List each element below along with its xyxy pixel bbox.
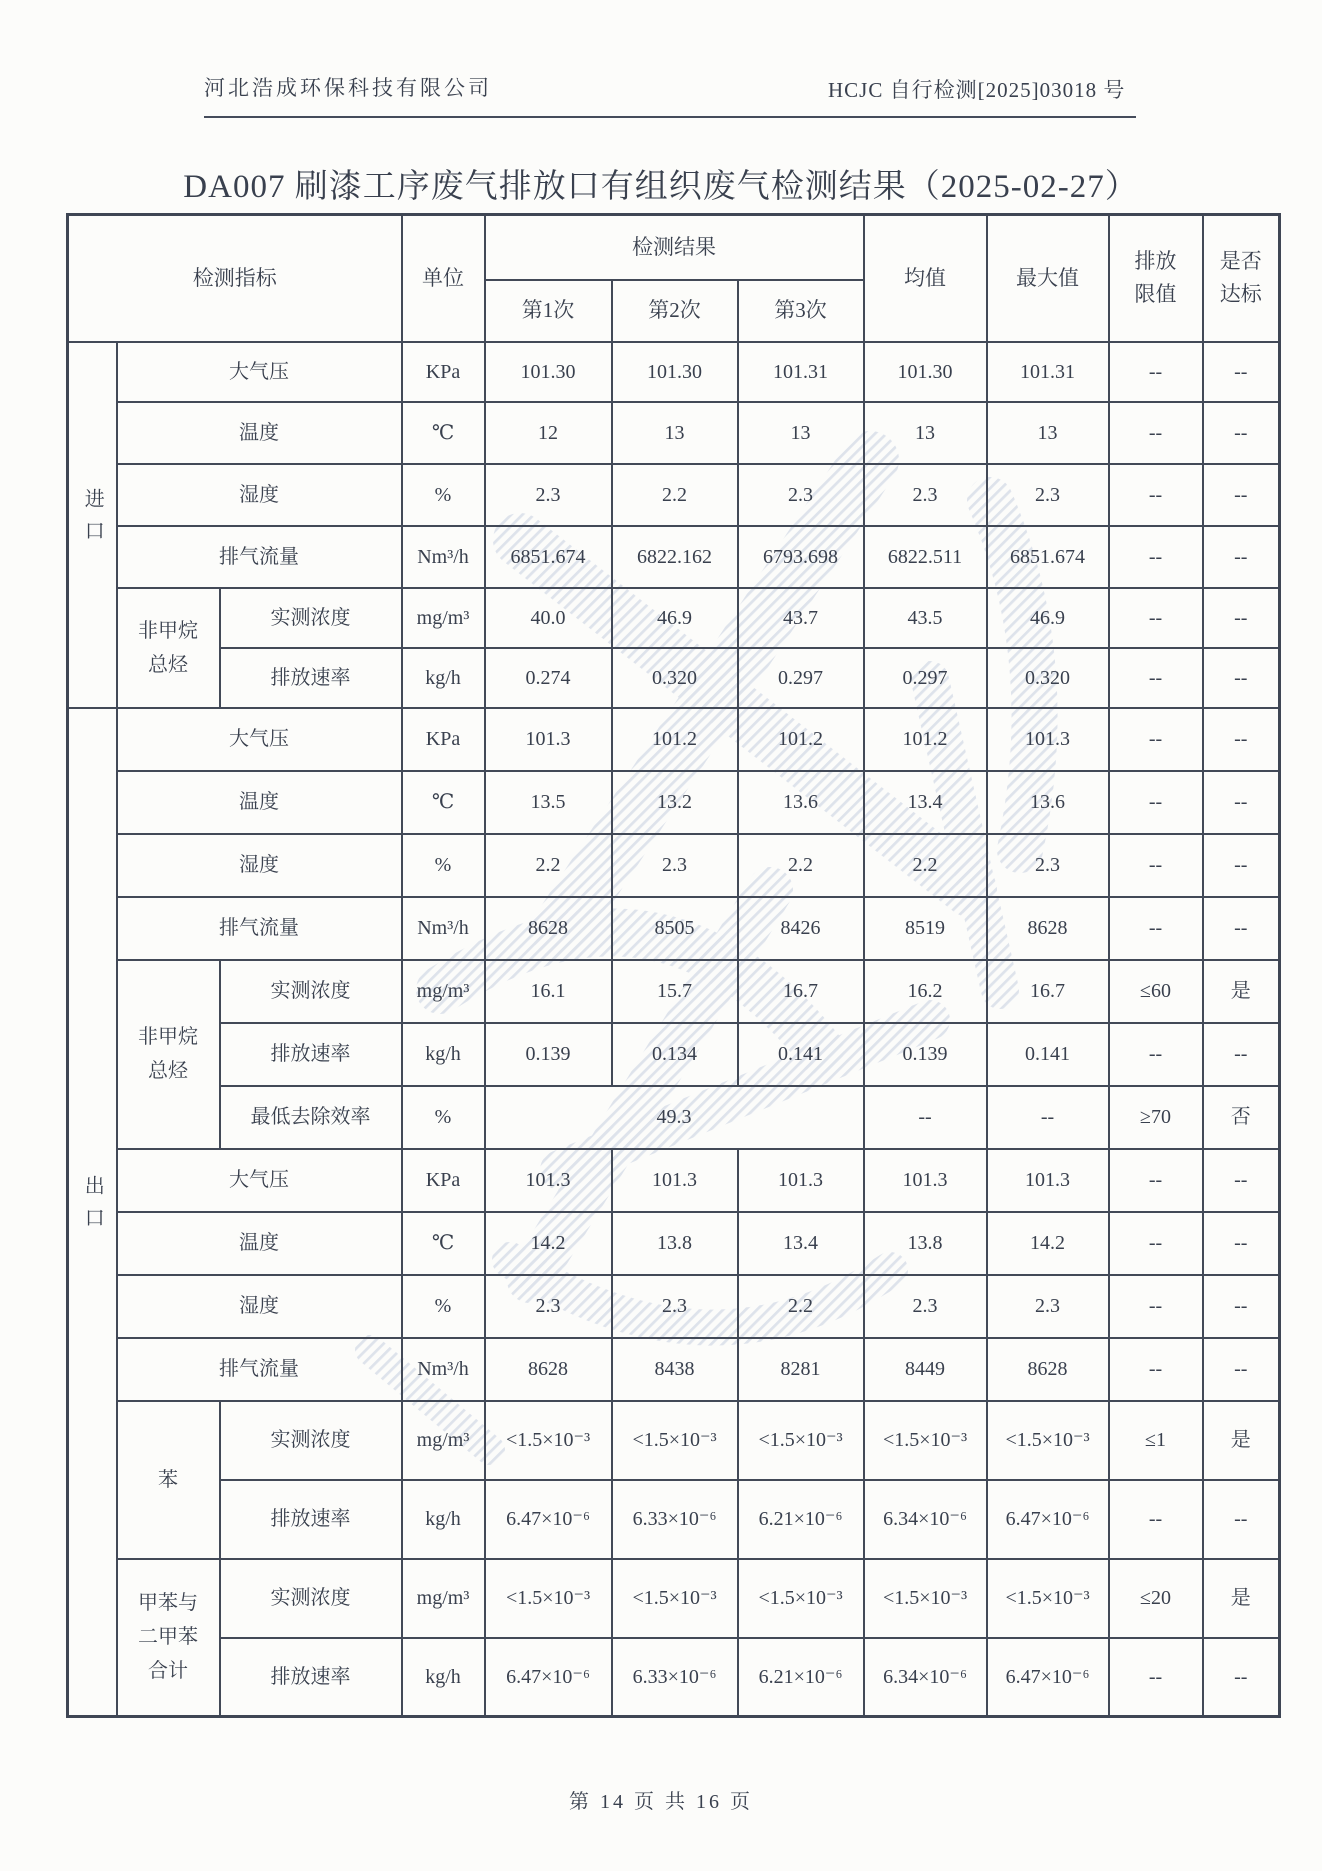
- unit-cell: KPa: [402, 1149, 485, 1212]
- value-cell: <1.5×10⁻³: [485, 1401, 612, 1480]
- mean-cell: 0.139: [864, 1023, 987, 1086]
- value-cell: 0.274: [485, 648, 612, 708]
- mean-cell: 6822.511: [864, 526, 987, 588]
- value-cell: 0.139: [485, 1023, 612, 1086]
- pass-cell: --: [1203, 402, 1280, 464]
- indicator-cell: 实测浓度: [220, 588, 402, 648]
- indicator-cell: 温度: [117, 402, 402, 464]
- header-result: 检测结果: [485, 215, 864, 280]
- mean-cell: 6.34×10⁻⁶: [864, 1480, 987, 1559]
- max-cell: 8628: [987, 1338, 1109, 1401]
- pass-cell: --: [1203, 1338, 1280, 1401]
- indicator-cell: 排放速率: [220, 1480, 402, 1559]
- value-cell: 0.297: [738, 648, 864, 708]
- indicator-cell: 实测浓度: [220, 1401, 402, 1480]
- limit-cell: --: [1109, 1638, 1203, 1717]
- mean-cell: 13.4: [864, 771, 987, 834]
- value-cell: 6851.674: [485, 526, 612, 588]
- section-label-inlet: 进口: [68, 342, 117, 708]
- indicator-cell: 大气压: [117, 342, 402, 402]
- pass-cell: --: [1203, 1275, 1280, 1338]
- unit-cell: mg/m³: [402, 1401, 485, 1480]
- mean-cell: 101.3: [864, 1149, 987, 1212]
- value-cell: 8438: [612, 1338, 738, 1401]
- value-cell: 2.3: [612, 834, 738, 897]
- limit-cell: --: [1109, 526, 1203, 588]
- header-mean: 均值: [864, 215, 987, 342]
- unit-cell: %: [402, 1086, 485, 1149]
- value-cell: 2.3: [612, 1275, 738, 1338]
- value-cell: 6.47×10⁻⁶: [485, 1638, 612, 1717]
- report-title: DA007 刷漆工序废气排放口有组织废气检测结果（2025-02-27）: [183, 169, 1139, 205]
- value-cell: 13.6: [738, 771, 864, 834]
- limit-cell: --: [1109, 1023, 1203, 1086]
- pollutant-group-label: 非甲烷总烃: [117, 960, 220, 1149]
- header-unit: 单位: [402, 215, 485, 342]
- value-cell: 6.47×10⁻⁶: [485, 1480, 612, 1559]
- unit-cell: mg/m³: [402, 1559, 485, 1638]
- mean-cell: 2.2: [864, 834, 987, 897]
- value-cell: 101.3: [612, 1149, 738, 1212]
- indicator-cell: 排气流量: [117, 1338, 402, 1401]
- unit-cell: %: [402, 834, 485, 897]
- mean-cell: 8519: [864, 897, 987, 960]
- max-cell: 0.141: [987, 1023, 1109, 1086]
- value-cell: 13: [738, 402, 864, 464]
- value-cell: 101.2: [738, 708, 864, 771]
- max-cell: 14.2: [987, 1212, 1109, 1275]
- header-pass: 是否达标: [1203, 215, 1280, 342]
- max-cell: 6.47×10⁻⁶: [987, 1480, 1109, 1559]
- limit-cell: ≥70: [1109, 1086, 1203, 1149]
- mean-cell: 13: [864, 402, 987, 464]
- value-cell: 13.4: [738, 1212, 864, 1275]
- value-cell: 6793.698: [738, 526, 864, 588]
- max-cell: 6.47×10⁻⁶: [987, 1638, 1109, 1717]
- max-cell: --: [987, 1086, 1109, 1149]
- header-run-1: 第1次: [485, 280, 612, 342]
- value-cell: 8281: [738, 1338, 864, 1401]
- value-cell: 0.320: [612, 648, 738, 708]
- limit-cell: --: [1109, 464, 1203, 526]
- mean-cell: 101.30: [864, 342, 987, 402]
- pollutant-group-label: 苯: [117, 1401, 220, 1559]
- limit-cell: ≤60: [1109, 960, 1203, 1023]
- unit-cell: Nm³/h: [402, 526, 485, 588]
- value-cell: 6.21×10⁻⁶: [738, 1480, 864, 1559]
- mean-cell: 2.3: [864, 464, 987, 526]
- value-cell: 6.33×10⁻⁶: [612, 1480, 738, 1559]
- indicator-cell: 湿度: [117, 1275, 402, 1338]
- company-name: 河北浩成环保科技有限公司: [204, 76, 492, 100]
- mean-cell: 101.2: [864, 708, 987, 771]
- max-cell: 13.6: [987, 771, 1109, 834]
- value-cell: 46.9: [612, 588, 738, 648]
- header-run-2: 第2次: [612, 280, 738, 342]
- max-cell: 101.31: [987, 342, 1109, 402]
- pass-cell: --: [1203, 708, 1280, 771]
- value-cell: 8628: [485, 897, 612, 960]
- header-max: 最大值: [987, 215, 1109, 342]
- report-number: HCJC 自行检测[2025]03018 号: [828, 78, 1126, 102]
- value-cell: 13.8: [612, 1212, 738, 1275]
- value-cell: 15.7: [612, 960, 738, 1023]
- value-cell: 101.3: [738, 1149, 864, 1212]
- indicator-cell: 大气压: [117, 1149, 402, 1212]
- unit-cell: kg/h: [402, 1023, 485, 1086]
- value-cell: 13.2: [612, 771, 738, 834]
- pass-cell: --: [1203, 588, 1280, 648]
- indicator-cell: 温度: [117, 1212, 402, 1275]
- indicator-cell: 实测浓度: [220, 960, 402, 1023]
- mean-cell: 43.5: [864, 588, 987, 648]
- limit-cell: --: [1109, 897, 1203, 960]
- mean-cell: 2.3: [864, 1275, 987, 1338]
- pass-cell: 是: [1203, 1559, 1280, 1638]
- mean-cell: 16.2: [864, 960, 987, 1023]
- header-indicator: 检测指标: [68, 215, 402, 342]
- value-cell: 0.134: [612, 1023, 738, 1086]
- value-cell: <1.5×10⁻³: [738, 1401, 864, 1480]
- limit-cell: ≤20: [1109, 1559, 1203, 1638]
- results-table: [66, 213, 1281, 1718]
- pass-cell: --: [1203, 834, 1280, 897]
- indicator-cell: 大气压: [117, 708, 402, 771]
- value-cell: 2.2: [738, 834, 864, 897]
- unit-cell: ℃: [402, 771, 485, 834]
- header-rule: [204, 116, 1136, 118]
- indicator-cell: 实测浓度: [220, 1559, 402, 1638]
- limit-cell: --: [1109, 771, 1203, 834]
- mean-cell: 13.8: [864, 1212, 987, 1275]
- indicator-cell: 温度: [117, 771, 402, 834]
- max-cell: 13: [987, 402, 1109, 464]
- value-cell: <1.5×10⁻³: [612, 1401, 738, 1480]
- value-cell: 6.21×10⁻⁶: [738, 1638, 864, 1717]
- unit-cell: kg/h: [402, 1480, 485, 1559]
- indicator-cell: 湿度: [117, 834, 402, 897]
- limit-cell: --: [1109, 648, 1203, 708]
- value-cell: 101.3: [485, 708, 612, 771]
- value-cell: 6822.162: [612, 526, 738, 588]
- value-cell: 12: [485, 402, 612, 464]
- pass-cell: --: [1203, 771, 1280, 834]
- max-cell: 2.3: [987, 1275, 1109, 1338]
- unit-cell: %: [402, 1275, 485, 1338]
- value-cell: <1.5×10⁻³: [485, 1559, 612, 1638]
- value-cell: 2.2: [738, 1275, 864, 1338]
- indicator-cell: 排放速率: [220, 1638, 402, 1717]
- pass-cell: 是: [1203, 960, 1280, 1023]
- value-cell: 2.3: [485, 1275, 612, 1338]
- max-cell: 2.3: [987, 834, 1109, 897]
- pass-cell: --: [1203, 464, 1280, 526]
- pass-cell: --: [1203, 1212, 1280, 1275]
- pollutant-group-label: 甲苯与二甲苯合计: [117, 1559, 220, 1717]
- max-cell: 0.320: [987, 648, 1109, 708]
- value-cell: 8505: [612, 897, 738, 960]
- value-cell: 16.1: [485, 960, 612, 1023]
- max-cell: 16.7: [987, 960, 1109, 1023]
- value-cell: 101.30: [612, 342, 738, 402]
- unit-cell: mg/m³: [402, 588, 485, 648]
- value-cell: 101.30: [485, 342, 612, 402]
- limit-cell: --: [1109, 1338, 1203, 1401]
- max-cell: 101.3: [987, 708, 1109, 771]
- limit-cell: --: [1109, 1480, 1203, 1559]
- indicator-cell: 湿度: [117, 464, 402, 526]
- mean-cell: <1.5×10⁻³: [864, 1401, 987, 1480]
- value-cell: 101.3: [485, 1149, 612, 1212]
- value-cell: 0.141: [738, 1023, 864, 1086]
- mean-cell: 8449: [864, 1338, 987, 1401]
- mean-cell: <1.5×10⁻³: [864, 1559, 987, 1638]
- max-cell: 8628: [987, 897, 1109, 960]
- unit-cell: kg/h: [402, 1638, 485, 1717]
- value-cell: <1.5×10⁻³: [612, 1559, 738, 1638]
- value-cell: 13: [612, 402, 738, 464]
- pass-cell: --: [1203, 342, 1280, 402]
- value-cell: 2.3: [485, 464, 612, 526]
- value-cell: 6.33×10⁻⁶: [612, 1638, 738, 1717]
- unit-cell: mg/m³: [402, 960, 485, 1023]
- section-label-outlet: 出口: [68, 708, 117, 1717]
- pollutant-group-label: 非甲烷总烃: [117, 588, 220, 708]
- limit-cell: --: [1109, 588, 1203, 648]
- pass-cell: --: [1203, 526, 1280, 588]
- value-cell: 2.2: [612, 464, 738, 526]
- unit-cell: ℃: [402, 1212, 485, 1275]
- max-cell: 2.3: [987, 464, 1109, 526]
- mean-cell: 6.34×10⁻⁶: [864, 1638, 987, 1717]
- limit-cell: ≤1: [1109, 1401, 1203, 1480]
- unit-cell: KPa: [402, 708, 485, 771]
- limit-cell: --: [1109, 1149, 1203, 1212]
- mean-cell: 0.297: [864, 648, 987, 708]
- max-cell: 101.3: [987, 1149, 1109, 1212]
- value-cell: 43.7: [738, 588, 864, 648]
- pass-cell: --: [1203, 1480, 1280, 1559]
- unit-cell: %: [402, 464, 485, 526]
- value-cell: 40.0: [485, 588, 612, 648]
- value-cell: 14.2: [485, 1212, 612, 1275]
- limit-cell: --: [1109, 708, 1203, 771]
- max-cell: 6851.674: [987, 526, 1109, 588]
- value-cell: 16.7: [738, 960, 864, 1023]
- value-cell: 2.2: [485, 834, 612, 897]
- unit-cell: ℃: [402, 402, 485, 464]
- limit-cell: --: [1109, 1212, 1203, 1275]
- value-cell: 8628: [485, 1338, 612, 1401]
- limit-cell: --: [1109, 834, 1203, 897]
- limit-cell: --: [1109, 342, 1203, 402]
- pass-cell: 否: [1203, 1086, 1280, 1149]
- unit-cell: Nm³/h: [402, 897, 485, 960]
- pass-cell: --: [1203, 897, 1280, 960]
- unit-cell: kg/h: [402, 648, 485, 708]
- max-cell: <1.5×10⁻³: [987, 1559, 1109, 1638]
- pass-cell: --: [1203, 1638, 1280, 1717]
- value-cell: 101.2: [612, 708, 738, 771]
- max-cell: 46.9: [987, 588, 1109, 648]
- indicator-cell: 排放速率: [220, 1023, 402, 1086]
- limit-cell: --: [1109, 1275, 1203, 1338]
- value-cell: <1.5×10⁻³: [738, 1559, 864, 1638]
- indicator-cell: 排放速率: [220, 648, 402, 708]
- pass-cell: 是: [1203, 1401, 1280, 1480]
- value-cell: 13.5: [485, 771, 612, 834]
- value-cell: 101.31: [738, 342, 864, 402]
- pass-cell: --: [1203, 1023, 1280, 1086]
- value-cell: 2.3: [738, 464, 864, 526]
- header-limit: 排放限值: [1109, 215, 1203, 342]
- unit-cell: Nm³/h: [402, 1338, 485, 1401]
- indicator-cell: 最低去除效率: [220, 1086, 402, 1149]
- limit-cell: --: [1109, 402, 1203, 464]
- header-run-3: 第3次: [738, 280, 864, 342]
- max-cell: <1.5×10⁻³: [987, 1401, 1109, 1480]
- value-cell: 49.3: [485, 1086, 864, 1149]
- pass-cell: --: [1203, 1149, 1280, 1212]
- page-footer: 第 14 页 共 16 页: [569, 1791, 753, 1813]
- mean-cell: --: [864, 1086, 987, 1149]
- value-cell: 8426: [738, 897, 864, 960]
- unit-cell: KPa: [402, 342, 485, 402]
- pass-cell: --: [1203, 648, 1280, 708]
- indicator-cell: 排气流量: [117, 897, 402, 960]
- indicator-cell: 排气流量: [117, 526, 402, 588]
